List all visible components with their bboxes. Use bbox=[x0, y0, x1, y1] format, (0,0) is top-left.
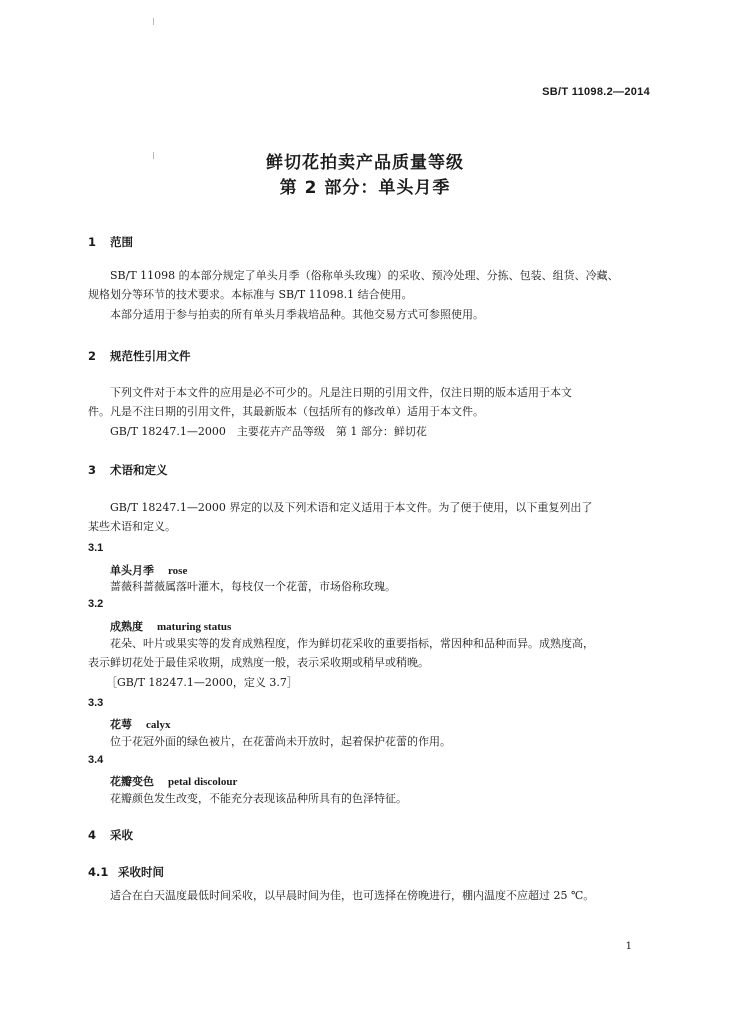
term-entry bbox=[110, 562, 187, 578]
term-entry bbox=[110, 773, 237, 789]
subsection-number: 4.1 bbox=[88, 865, 109, 879]
doc-title-line2: 第 2 部分：单头月季 bbox=[279, 178, 451, 198]
paragraph-line: SB/T 11098 的本部分规定了单头月季（俗称单头玫瑰）的采收、预冷处理、分拣、包装、组货、冷藏、 bbox=[110, 269, 619, 282]
term-en: maturing status bbox=[157, 621, 232, 633]
section-heading bbox=[88, 827, 133, 843]
term-source: ［GB/T 18247.1—2000，定义 3.7］ bbox=[106, 676, 298, 689]
paragraph-line: 某些术语和定义。 bbox=[88, 520, 176, 533]
section-title: 规范性引用文件 bbox=[110, 349, 191, 363]
term-zh: 单头月季 bbox=[110, 564, 154, 577]
section-title: 采收 bbox=[110, 828, 133, 842]
clause-number: 3.3 bbox=[88, 697, 104, 709]
section-title: 范围 bbox=[110, 235, 133, 249]
paragraph-line: 下列文件对于本文件的应用是必不可少的。凡是注日期的引用文件，仅注日期的版本适用于本文 bbox=[110, 386, 572, 399]
clause-number: 3.4 bbox=[88, 754, 104, 766]
term-definition: 表示鲜切花处于最佳采收期，成熟度一般，表示采收期或稍早或稍晚。 bbox=[88, 656, 429, 669]
paragraph-line: 本部分适用于参与拍卖的所有单头月季栽培品种。其他交易方式可参照使用。 bbox=[110, 308, 484, 321]
paragraph-line: GB/T 18247.1—2000 界定的以及下列术语和定义适用于本文件。为了便于使用，以下重复列出了 bbox=[110, 501, 593, 514]
paragraph-line: 件。凡是不注日期的引用文件，其最新版本（包括所有的修改单）适用于本文件。 bbox=[88, 405, 484, 418]
normative-reference: GB/T 18247.1—2000 主要花卉产品等级 第 1 部分：鲜切花 bbox=[110, 425, 427, 438]
term-zh: 成熟度 bbox=[110, 620, 143, 633]
section-heading bbox=[88, 348, 191, 364]
clause-number: 3.1 bbox=[88, 542, 104, 554]
subsection-title: 采收时间 bbox=[118, 865, 164, 879]
term-entry bbox=[110, 618, 231, 634]
term-definition: 花朵、叶片或果实等的发育成熟程度，作为鲜切花采收的重要指标，常因种和品种而异。成熟度高， bbox=[110, 637, 594, 650]
section-number: 3 bbox=[88, 463, 97, 477]
section-number: 2 bbox=[88, 349, 97, 363]
paragraph-line: 适合在白天温度最低时间采收，以早晨时间为佳，也可选择在傍晚进行，棚内温度不应超过 25 ℃。 bbox=[110, 889, 595, 902]
term-definition: 位于花冠外面的绿色被片，在花蕾尚未开放时，起着保护花蕾的作用。 bbox=[110, 735, 451, 748]
clause-number: 3.2 bbox=[88, 598, 104, 610]
subsection-heading bbox=[88, 864, 164, 880]
section-number: 4 bbox=[88, 828, 97, 842]
term-zh: 花瓣变色 bbox=[110, 775, 154, 788]
standard-number: SB/T 11098.2—2014 bbox=[542, 86, 650, 98]
term-zh: 花萼 bbox=[110, 718, 132, 731]
paragraph-line: 规格划分等环节的技术要求。本标准与 SB/T 11098.1 结合使用。 bbox=[88, 288, 413, 301]
section-heading bbox=[88, 462, 168, 478]
margin-tick bbox=[153, 18, 154, 25]
term-en: calyx bbox=[146, 719, 171, 731]
page-number: 1 bbox=[625, 941, 632, 952]
section-title: 术语和定义 bbox=[110, 463, 168, 477]
term-en: rose bbox=[168, 565, 188, 577]
section-number: 1 bbox=[88, 235, 97, 249]
doc-title-line1: 鲜切花拍卖产品质量等级 bbox=[266, 153, 464, 173]
term-definition: 花瓣颜色发生改变，不能充分表现该品种所具有的色泽特征。 bbox=[110, 792, 407, 805]
term-entry bbox=[110, 716, 170, 732]
term-en: petal discolour bbox=[168, 776, 238, 788]
term-definition: 蔷薇科蔷薇属落叶灌木，每枝仅一个花蕾，市场俗称玫瑰。 bbox=[110, 580, 396, 593]
section-heading bbox=[88, 234, 133, 250]
